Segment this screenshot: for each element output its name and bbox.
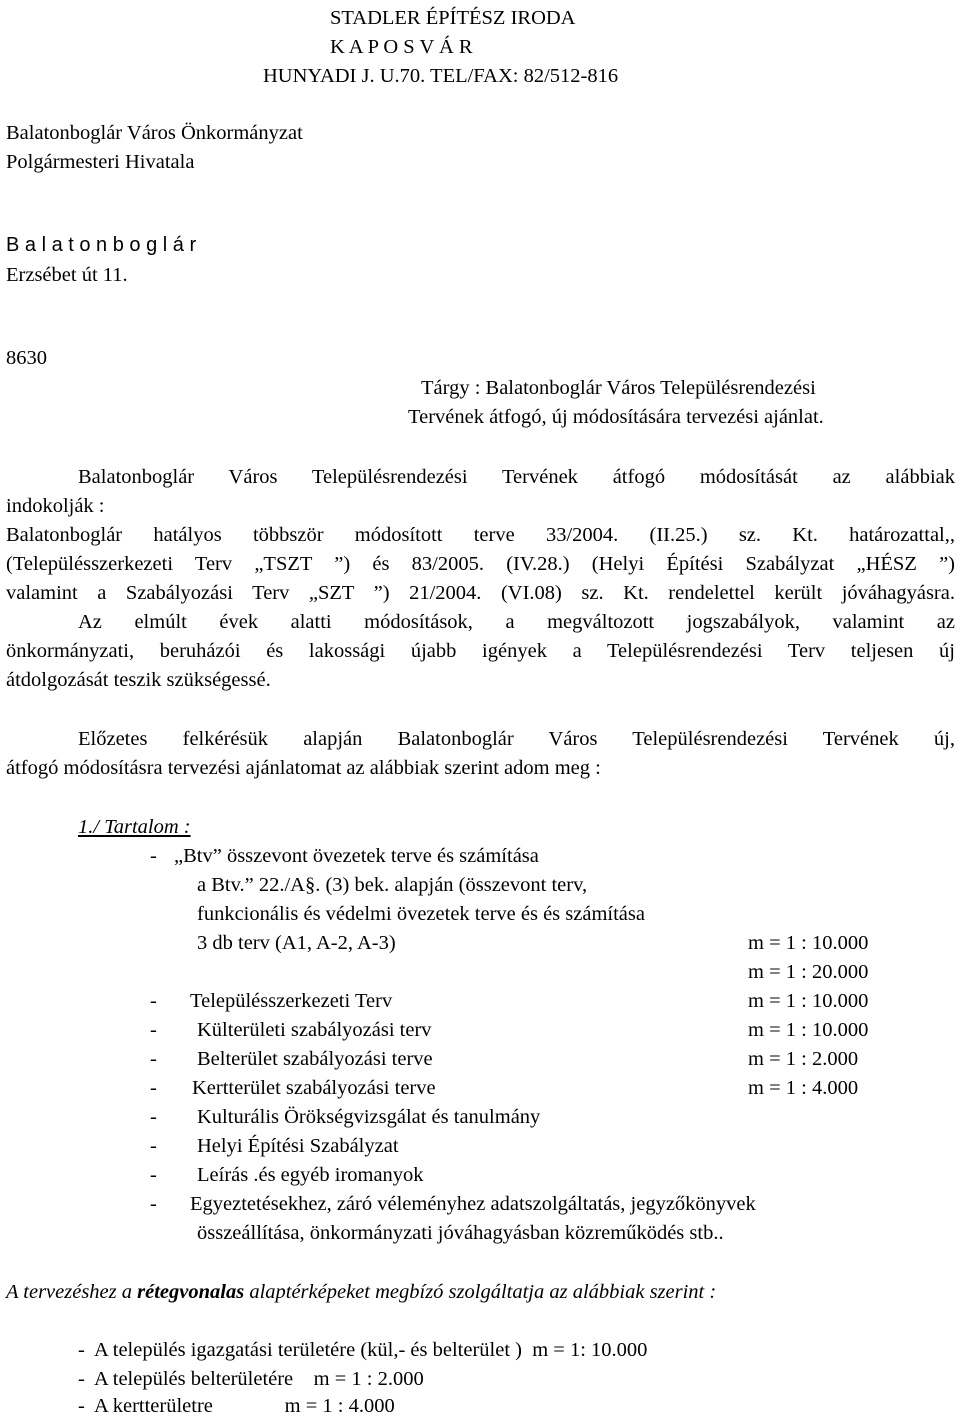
- btv-scale: m = 1 : 20.000: [748, 961, 869, 983]
- list-item-label: Belterület szabályozási terve: [197, 1048, 433, 1070]
- para1-line: átdolgozását teszik szükségessé.: [6, 669, 271, 691]
- list-item-label: Kulturális Örökségvizsgálat és tanulmány: [197, 1106, 541, 1128]
- list-item-label: Kertterület szabályozási terve: [192, 1077, 436, 1099]
- para2-line: Előzetes felkérésük alapján Balatonboglár Város Településrendezési Tervének új,: [78, 728, 955, 750]
- btv-line: a Btv.” 22./A§. (3) bek. alapján (összevont terv,: [197, 874, 588, 896]
- btv-line: 3 db terv (A1, A-2, A-3): [197, 932, 396, 954]
- list-item-label: Településszerkezeti Terv: [190, 990, 393, 1012]
- btv-line: funkcionális és védelmi övezetek terve és és számítása: [197, 903, 645, 925]
- para1-line: indokolják :: [6, 495, 105, 517]
- para1-line: valamint a Szabályozási Terv „SZT ”) 21/2004. (VI.08) sz. Kt. rendelettel került jóváhagyásra.: [6, 582, 955, 604]
- contents-heading: 1./ Tartalom :: [78, 816, 191, 838]
- basemap-item: - A település belterületére m = 1 : 2.000: [78, 1368, 424, 1390]
- basemap-item: - A kertterületre m = 1 : 4.000: [78, 1395, 395, 1417]
- basemap-item: - A település igazgatási területére (kül,- és belterület ) m = 1: 10.000: [78, 1339, 648, 1361]
- btv-line: „Btv” összevont övezetek terve és számítása: [174, 845, 539, 867]
- para1-line: (Településszerkezeti Terv „TSZT ”) és 83/2005. (IV.28.) (Helyi Építési Szabályzat „HÉSZ ”): [6, 553, 955, 575]
- list-item-scale: m = 1 : 10.000: [748, 990, 869, 1012]
- list-dash: -: [150, 1019, 157, 1041]
- basemap-text: alaptérképeket megbízó szolgáltatja az alábbiak szerint :: [244, 1281, 717, 1303]
- list-dash: -: [150, 845, 157, 867]
- para1-line: önkormányzati, beruházói és lakossági újabb igények a Településrendezési Terv teljesen új: [6, 640, 955, 662]
- list-item-label: Leírás .és egyéb iromanyok: [197, 1164, 424, 1186]
- list-item-scale: m = 1 : 10.000: [748, 1019, 869, 1041]
- list-item-scale: m = 1 : 2.000: [748, 1048, 859, 1070]
- list-dash: -: [150, 1164, 157, 1186]
- recipient-zip: 8630: [6, 347, 47, 369]
- list-dash: -: [150, 1048, 157, 1070]
- para2-line: átfogó módosításra tervezési ajánlatomat az alábbiak szerint adom meg :: [6, 757, 601, 779]
- para1-line: Balatonboglár Város Településrendezési Tervének átfogó módosítását az alábbiak: [78, 466, 955, 488]
- list-item-label: Helyi Építési Szabályzat: [197, 1135, 399, 1157]
- recipient-street: Erzsébet út 11.: [6, 264, 128, 286]
- list-dash: -: [150, 1106, 157, 1128]
- para1-line: Az elmúlt évek alatti módosítások, a megváltozott jogszabályok, valamint az: [78, 611, 955, 633]
- list-item-continuation: összeállítása, önkormányzati jóváhagyásban közreműködés stb..: [197, 1222, 724, 1244]
- list-dash: -: [150, 1077, 157, 1099]
- list-dash: -: [150, 990, 157, 1012]
- list-item-label: Külterületi szabályozási terv: [197, 1019, 432, 1041]
- btv-scale: m = 1 : 10.000: [748, 932, 869, 954]
- list-item-scale: m = 1 : 4.000: [748, 1077, 859, 1099]
- subject-line1: Tárgy : Balatonboglár Város Településrendezési: [421, 377, 816, 399]
- basemap-text: A tervezéshez a: [6, 1281, 138, 1303]
- recipient-line1: Balatonboglár Város Önkormányzat: [6, 122, 303, 144]
- basemap-sentence: [6, 1282, 716, 1303]
- list-dash: -: [150, 1135, 157, 1157]
- recipient-city: B a l a t o n b o g l á r: [6, 234, 197, 256]
- subject-line2: Tervének átfogó, új módosítására tervezési ajánlat.: [408, 406, 824, 428]
- office-city: K A P O S V Á R: [330, 36, 473, 58]
- office-name: STADLER ÉPÍTÉSZ IRODA: [330, 7, 576, 29]
- list-item-label: Egyeztetésekhez, záró véleményhez adatszolgáltatás, jegyzőkönyvek: [190, 1193, 756, 1215]
- recipient-line2: Polgármesteri Hivatala: [6, 151, 195, 173]
- list-dash: -: [150, 1193, 157, 1215]
- basemap-emphasis: rétegvonalas: [137, 1281, 245, 1303]
- office-address: HUNYADI J. U.70. TEL/FAX: 82/512-816: [263, 65, 619, 87]
- para1-line: Balatonboglár hatályos többször módosított terve 33/2004. (II.25.) sz. Kt. határozattal,,: [6, 524, 955, 546]
